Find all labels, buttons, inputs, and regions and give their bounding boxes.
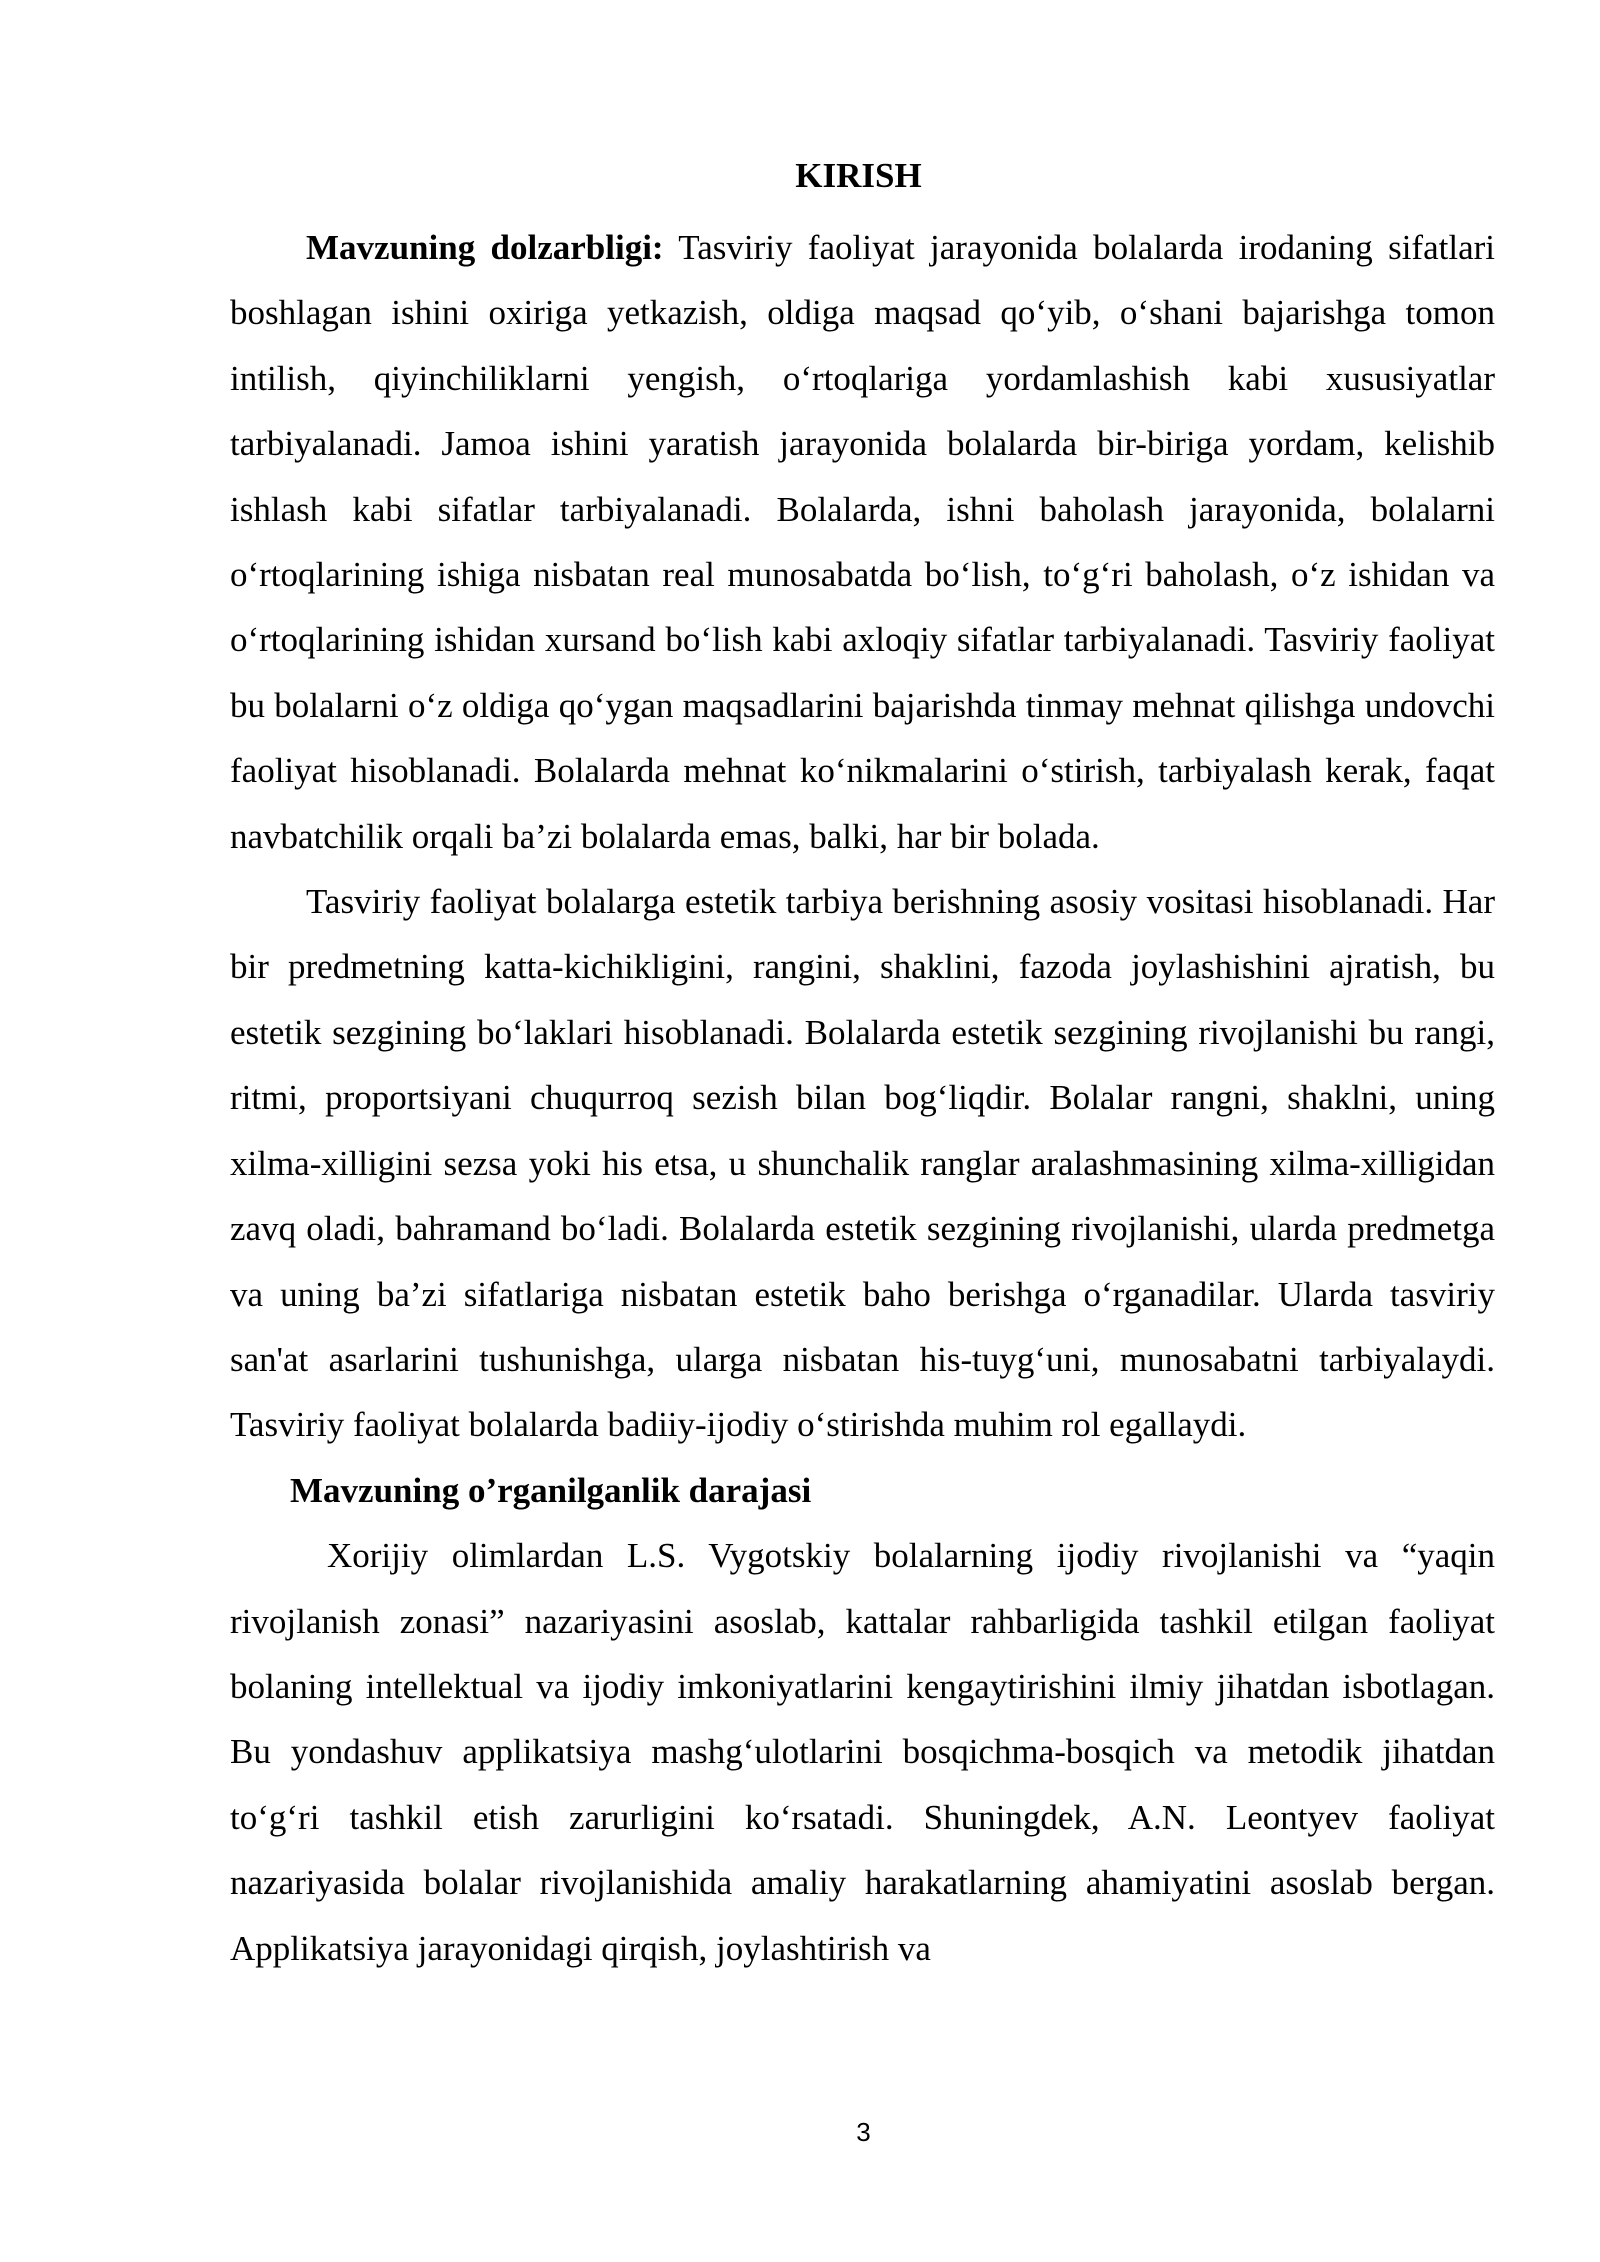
paragraph-xorijiy-olimlar: Xorijiy olimlardan L.S. Vygotskiy bolalarning ijodiy rivojlanishi va “yaqin rivojlanish zonasi” nazariyasini asoslab, kattalar rahbarligida tashkil etilgan faoliyat bolaning intellektual va ijodiy imkoniyatlarini kengaytirishini ilmiy jihatdan isbotlagan. Bu yondashuv applikatsiya mashg‘ulotlarini bosqichma-bosqich va metodik jihatdan to‘g‘ri tashkil etish zarurligini ko‘rsatadi. Shuningdek, A.N. Leontyev faoliyat nazariyasida bolalar rivojlanishida amaliy harakatlarning ahamiyatini asoslab bergan. Applikatsiya jarayonidagi qirqish, joylashtirish va: [230, 1536, 1495, 1968]
page-number: 3: [856, 2117, 871, 2147]
section-heading: Mavzuning o’rganilganlik darajasi: [290, 1470, 812, 1510]
paragraph-text: Tasviriy faoliyat jarayonida bolalarda irodaning sifatlari boshlagan ishini oxiriga yetkazish, oldiga maqsad qo‘yib, o‘shani bajarishga tomon intilish, qiyinchiliklarni yengish, o‘rtoqlariga yordamlashish kabi xususiyatlar tarbiyalanadi. Jamoa ishini yaratish jarayonida bolalarda bir-biriga yordam, kelishib ishlash kabi sifatlar tarbiyalanadi. Bolalarda, ishni baholash jarayonida, bolalarni o‘rtoqlarining ishiga nisbatan real munosabatda bo‘lish, to‘g‘ri baholash, o‘z ishidan va o‘rtoqlarining ishidan xursand bo‘lish kabi axloqiy sifatlar tarbiyalanadi. Tasviriy faoliyat bu bolalarni o‘z oldiga qo‘ygan maqsadlarini bajarishda tinmay mehnat qilishga undovchi faoliyat hisoblanadi. Bolalarda mehnat ko‘nikmalarini o‘stirish, tarbiyalash kerak, faqat navbatchilik orqali ba’zi bolalarda emas, balki, har bir bolada.: [230, 228, 1495, 856]
document-body: [230, 215, 1495, 1981]
page-title: KIRISH: [795, 156, 922, 195]
paragraph-lead-label: Mavzuning dolzarbligi:: [306, 228, 664, 267]
paragraph-estetik-tarbiya: Tasviriy faoliyat bolalarga estetik tarbiya berishning asosiy vositasi hisoblanadi. Har bir predmetning katta-kichikligini, rangini, shaklini, fazoda joylashishini ajratish, bu estetik sezgining bo‘laklari hisoblanadi. Bolalarda estetik sezgining rivojlanishi bu rangi, ritmi, proportsiyani chuqurroq sezish bilan bog‘liqdir. Bolalar rangni, shaklni, uning xilma-xilligini sezsa yoki his etsa, u shunchalik ranglar aralashmasining xilma-xilligidan zavq oladi, bahramand bo‘ladi. Bolalarda estetik sezgining rivojlanishi, ularda predmetga va uning ba’zi sifatlariga nisbatan estetik baho berishga o‘rganadilar. Ularda tasviriy san'at asarlarini tushunishga, ularga nisbatan his-tuyg‘uni, munosabatni tarbiyalaydi. Tasviriy faoliyat bolalarda badiiy-ijodiy o‘stirishda muhim rol egallaydi.: [230, 882, 1495, 1445]
paragraph-dolzarblik: [230, 215, 1495, 869]
